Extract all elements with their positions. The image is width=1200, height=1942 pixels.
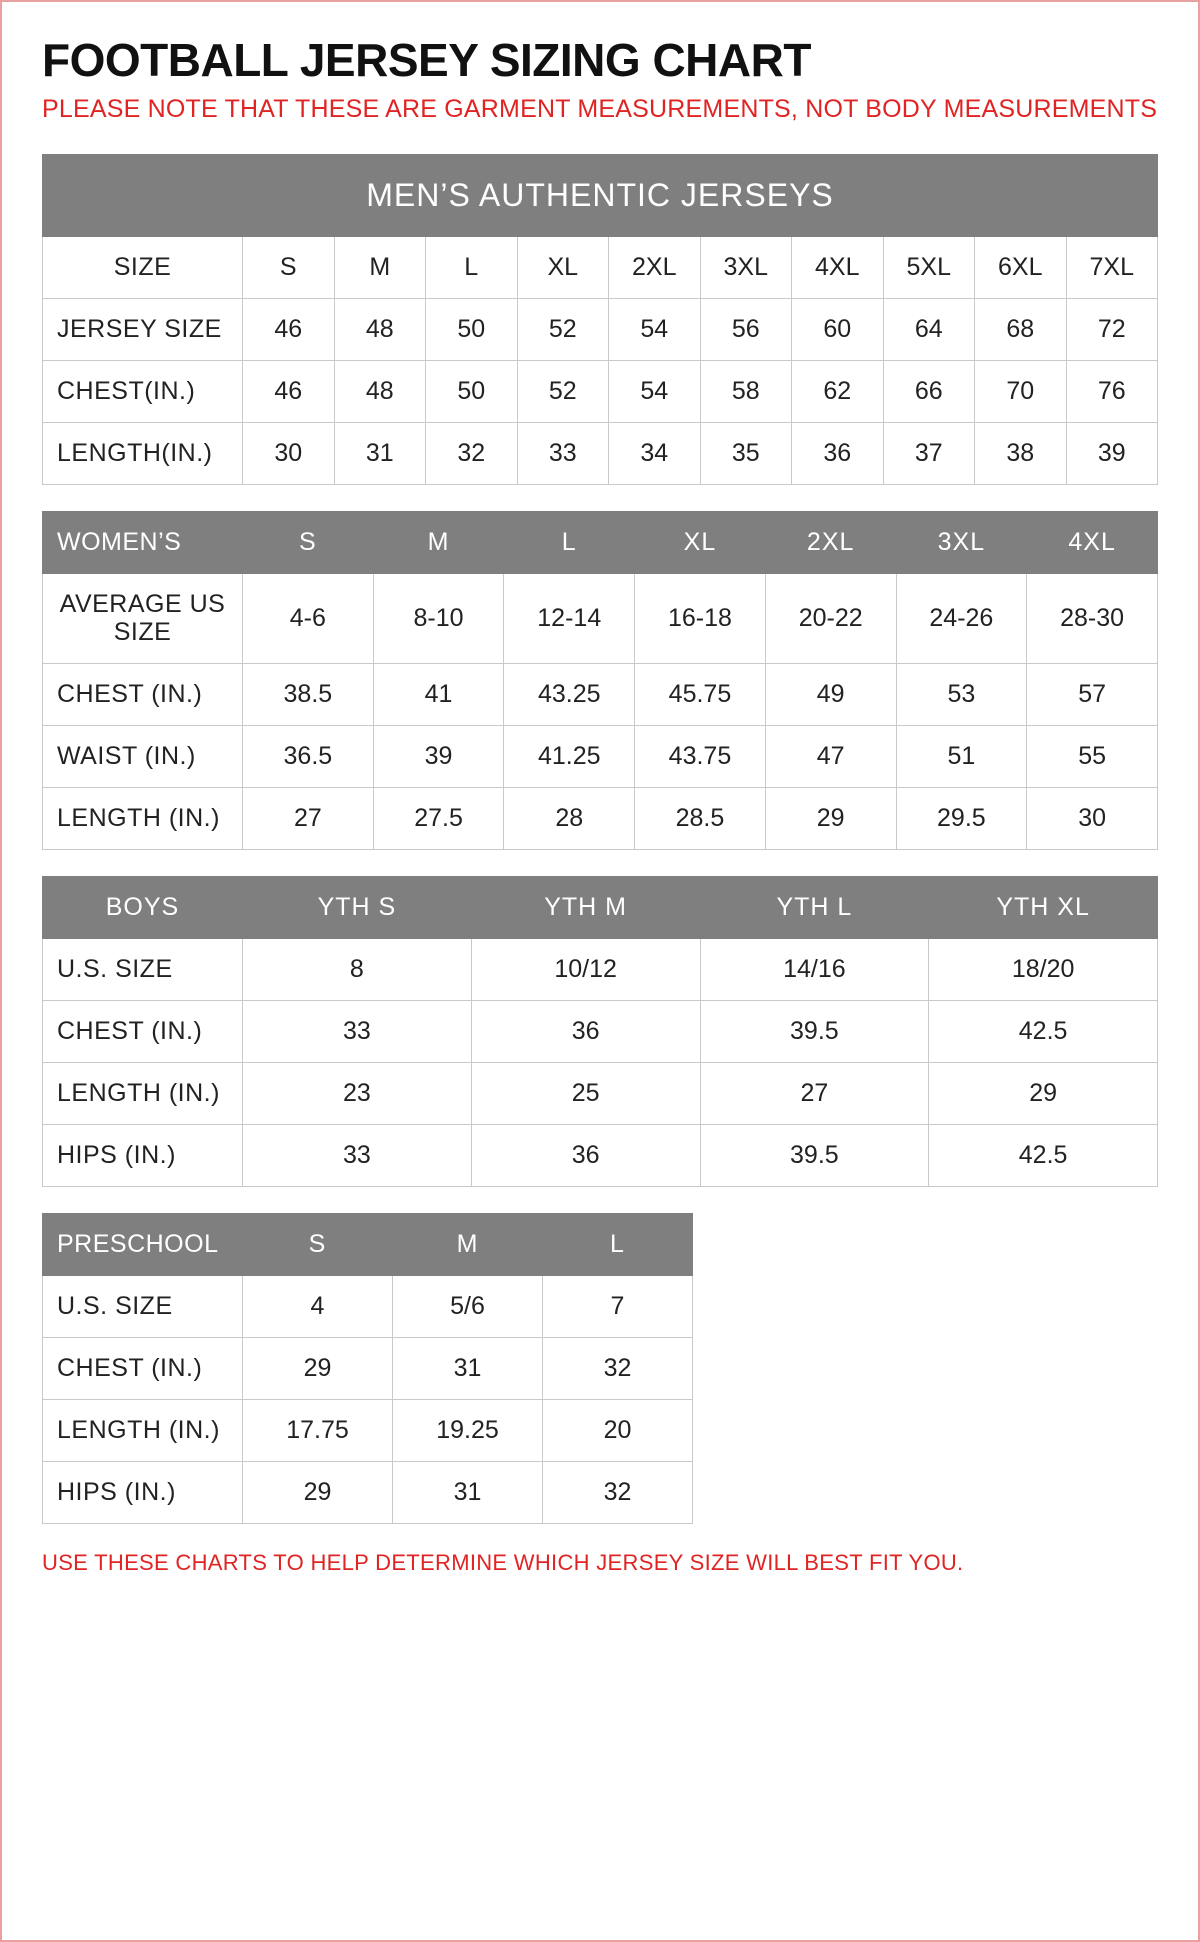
cell: 51 (896, 726, 1027, 788)
mens-row-label: JERSEY SIZE (43, 298, 243, 360)
sizing-chart-page (2, 2, 1198, 1606)
spacer-cell (693, 1400, 1158, 1462)
cell: 19.25 (393, 1400, 543, 1462)
cell: 29 (929, 1063, 1158, 1125)
cell: 8-10 (373, 573, 504, 664)
cell: 68 (975, 298, 1067, 360)
cell: 33 (517, 422, 609, 484)
footer-note: USE THESE CHARTS TO HELP DETERMINE WHICH JERSEY SIZE WILL BEST FIT YOU. (42, 1550, 964, 1576)
boys-size-yth-m: YTH M (471, 877, 700, 939)
cell: 41.25 (504, 726, 635, 788)
cell: 28 (504, 788, 635, 850)
table-row (43, 422, 1158, 484)
mens-row-label: LENGTH(IN.) (43, 422, 243, 484)
cell: 32 (543, 1338, 693, 1400)
cell: 64 (883, 298, 975, 360)
womens-size-s: S (243, 511, 374, 573)
cell: 8 (243, 939, 472, 1001)
womens-row-label: AVERAGE US SIZE (43, 573, 243, 664)
garment-measurement-note: PLEASE NOTE THAT THESE ARE GARMENT MEASUREMENTS, NOT BODY MEASUREMENTS (42, 95, 1158, 124)
preschool-header-label: PRESCHOOL (43, 1214, 243, 1276)
cell: 37 (883, 422, 975, 484)
womens-size-xl: XL (635, 511, 766, 573)
cell: 27.5 (373, 788, 504, 850)
womens-row-label: LENGTH (IN.) (43, 788, 243, 850)
table-row (43, 664, 1158, 726)
cell: 32 (426, 422, 518, 484)
spacer-cell (693, 1338, 1158, 1400)
cell: 4-6 (243, 573, 374, 664)
womens-sizing-table (42, 511, 1158, 851)
preschool-header-row (43, 1214, 1158, 1276)
cell: 57 (1027, 664, 1158, 726)
cell: 29.5 (896, 788, 1027, 850)
mens-size-xl: XL (517, 236, 609, 298)
mens-banner-row (43, 154, 1158, 236)
boys-row-label: LENGTH (IN.) (43, 1063, 243, 1125)
cell: 20-22 (765, 573, 896, 664)
cell: 42.5 (929, 1125, 1158, 1187)
page-title: FOOTBALL JERSEY SIZING CHART (42, 34, 811, 86)
cell: 52 (517, 298, 609, 360)
cell: 39 (1066, 422, 1158, 484)
cell: 20 (543, 1400, 693, 1462)
cell: 49 (765, 664, 896, 726)
cell: 30 (243, 422, 335, 484)
cell: 50 (426, 298, 518, 360)
boys-header-label: BOYS (43, 877, 243, 939)
cell: 38 (975, 422, 1067, 484)
boys-size-yth-xl: YTH XL (929, 877, 1158, 939)
cell: 55 (1027, 726, 1158, 788)
cell: 46 (243, 298, 335, 360)
cell: 31 (393, 1338, 543, 1400)
cell: 52 (517, 360, 609, 422)
cell: 54 (609, 298, 701, 360)
cell: 33 (243, 1001, 472, 1063)
womens-row-label: CHEST (IN.) (43, 664, 243, 726)
cell: 46 (243, 360, 335, 422)
womens-row-label: WAIST (IN.) (43, 726, 243, 788)
mens-size-label: SIZE (43, 236, 243, 298)
preschool-size-s: S (243, 1214, 393, 1276)
preschool-row-label: CHEST (IN.) (43, 1338, 243, 1400)
cell: 24-26 (896, 573, 1027, 664)
cell: 34 (609, 422, 701, 484)
cell: 76 (1066, 360, 1158, 422)
cell: 39.5 (700, 1001, 929, 1063)
mens-size-7xl: 7XL (1066, 236, 1158, 298)
cell: 4 (243, 1276, 393, 1338)
cell: 5/6 (393, 1276, 543, 1338)
boys-row-label: CHEST (IN.) (43, 1001, 243, 1063)
cell: 17.75 (243, 1400, 393, 1462)
cell: 36.5 (243, 726, 374, 788)
cell: 29 (765, 788, 896, 850)
cell: 10/12 (471, 939, 700, 1001)
cell: 48 (334, 298, 426, 360)
cell: 41 (373, 664, 504, 726)
cell: 48 (334, 360, 426, 422)
table-row (43, 939, 1158, 1001)
mens-size-4xl: 4XL (792, 236, 884, 298)
mens-size-5xl: 5XL (883, 236, 975, 298)
table-row (43, 1063, 1158, 1125)
cell: 27 (243, 788, 374, 850)
cell: 36 (792, 422, 884, 484)
cell: 50 (426, 360, 518, 422)
cell: 53 (896, 664, 1027, 726)
cell: 42.5 (929, 1001, 1158, 1063)
boys-size-yth-l: YTH L (700, 877, 929, 939)
cell: 60 (792, 298, 884, 360)
boys-size-yth-s: YTH S (243, 877, 472, 939)
cell: 14/16 (700, 939, 929, 1001)
cell: 16-18 (635, 573, 766, 664)
preschool-sizing-table (42, 1213, 1158, 1524)
cell: 28-30 (1027, 573, 1158, 664)
mens-size-3xl: 3XL (700, 236, 792, 298)
cell: 62 (792, 360, 884, 422)
womens-size-4xl: 4XL (1027, 511, 1158, 573)
cell: 56 (700, 298, 792, 360)
cell: 70 (975, 360, 1067, 422)
cell: 23 (243, 1063, 472, 1125)
spacer-cell (693, 1462, 1158, 1524)
womens-size-l: L (504, 511, 635, 573)
spacer-cell (693, 1276, 1158, 1338)
womens-header-label: WOMEN’S (43, 511, 243, 573)
table-row (43, 726, 1158, 788)
cell: 29 (243, 1338, 393, 1400)
cell: 39.5 (700, 1125, 929, 1187)
boys-sizing-table (42, 876, 1158, 1187)
cell: 36 (471, 1001, 700, 1063)
table-row (43, 1276, 1158, 1338)
cell: 43.25 (504, 664, 635, 726)
mens-size-m: M (334, 236, 426, 298)
cell: 66 (883, 360, 975, 422)
preschool-row-label: U.S. SIZE (43, 1276, 243, 1338)
mens-size-s: S (243, 236, 335, 298)
preschool-size-l: L (543, 1214, 693, 1276)
cell: 38.5 (243, 664, 374, 726)
mens-size-l: L (426, 236, 518, 298)
cell: 39 (373, 726, 504, 788)
cell: 36 (471, 1125, 700, 1187)
cell: 30 (1027, 788, 1158, 850)
preschool-row-label: LENGTH (IN.) (43, 1400, 243, 1462)
table-row (43, 298, 1158, 360)
preschool-size-m: M (393, 1214, 543, 1276)
table-row (43, 1001, 1158, 1063)
womens-size-m: M (373, 511, 504, 573)
mens-banner: MEN’S AUTHENTIC JERSEYS (43, 154, 1158, 236)
cell: 33 (243, 1125, 472, 1187)
cell: 31 (334, 422, 426, 484)
cell: 12-14 (504, 573, 635, 664)
cell: 54 (609, 360, 701, 422)
cell: 35 (700, 422, 792, 484)
cell: 58 (700, 360, 792, 422)
cell: 72 (1066, 298, 1158, 360)
boys-header-row (43, 877, 1158, 939)
boys-row-label: U.S. SIZE (43, 939, 243, 1001)
table-row (43, 1400, 1158, 1462)
cell: 25 (471, 1063, 700, 1125)
cell: 43.75 (635, 726, 766, 788)
cell: 47 (765, 726, 896, 788)
mens-sizing-table (42, 154, 1158, 485)
boys-row-label: HIPS (IN.) (43, 1125, 243, 1187)
mens-row-label: CHEST(IN.) (43, 360, 243, 422)
table-row (43, 1125, 1158, 1187)
womens-size-3xl: 3XL (896, 511, 1027, 573)
cell: 29 (243, 1462, 393, 1524)
cell: 31 (393, 1462, 543, 1524)
cell: 45.75 (635, 664, 766, 726)
preschool-row-label: HIPS (IN.) (43, 1462, 243, 1524)
womens-size-2xl: 2XL (765, 511, 896, 573)
table-row (43, 1338, 1158, 1400)
womens-header-row (43, 511, 1158, 573)
table-row (43, 360, 1158, 422)
cell: 7 (543, 1276, 693, 1338)
table-row (43, 1462, 1158, 1524)
spacer-cell (693, 1214, 1158, 1276)
cell: 27 (700, 1063, 929, 1125)
table-row (43, 573, 1158, 664)
cell: 28.5 (635, 788, 766, 850)
mens-size-6xl: 6XL (975, 236, 1067, 298)
cell: 18/20 (929, 939, 1158, 1001)
mens-size-2xl: 2XL (609, 236, 701, 298)
mens-size-header-row (43, 236, 1158, 298)
cell: 32 (543, 1462, 693, 1524)
table-row (43, 788, 1158, 850)
